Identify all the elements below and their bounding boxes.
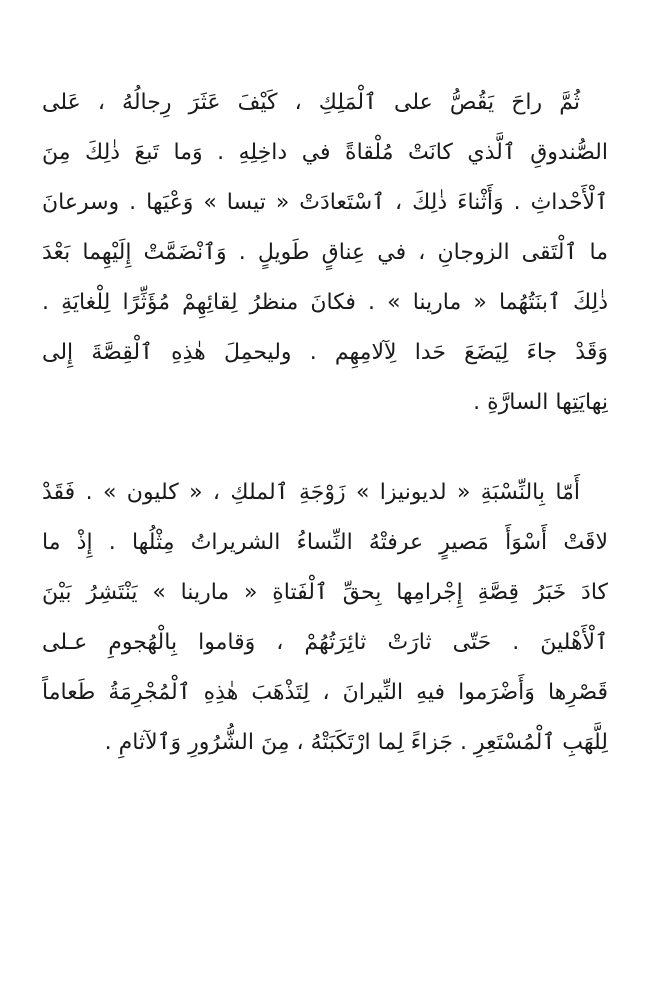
paragraph-2 [42,468,608,768]
paragraph-line: ما ٱلْتَقى الزوجانِ ، في عِناقٍ طَويلٍ . وَٱنْضَمَّتْ إِلَيْهِما بَعْدَ [42,240,608,265]
paragraph-line: ٱلْأَهْلينَ . حَتّى ثارَتْ ثائِرَتُهُمْ ، وَقاموا بِالْهُجومِ عـلى [42,630,608,655]
paragraph-line: لِلَّهَبِ ٱلْمُسْتَعِرِ . جَزاءً لِما ارْتَكَبَتْهُ ، مِنَ الشُّرُورِ وَٱلآثامِ . [104,730,608,755]
paragraph-line: أَمّا بِالنِّسْبَةِ « لديونيزا » زَوْجَةِ ٱلملكِ ، « كليون » . فَقَدْ [42,480,580,505]
paragraph-1 [42,78,608,428]
paragraph-line: وَقَدْ جاءَ لِيَضَعَ حَدا لِآلامِهِم . وليحمِلَ هٰذِهِ ٱلْقِصَّةَ إِلى [42,340,608,365]
paragraph-line: ذٰلِكَ ٱبنَتُهُما « مارينا » . فكانَ منظرُ لِقائِهِمْ مُؤَثِّرًا لِلْغايَةِ . [42,290,608,315]
paragraph-line: لاقَتْ أَسْوَأَ مَصيرٍ عرفتْهُ النِّساءُ الشريراتُ مِثْلُها . إِذْ ما [42,530,608,555]
paragraph-line: الصُّندوقِ ٱلَّذي كانَتْ مُلْقاةً في داخِلِهِ . وَما تَبعَ ذٰلِكَ مِنَ [42,140,608,165]
paragraph-line: كادَ خَبَرُ قِصَّةِ إِجْرامِها بِحقِّ ٱلْفَتاةِ « مارينا » يَنْتَشِرُ بَيْنَ [42,580,608,605]
paragraph-line: قَصْرِها وَأَضْرَموا فيهِ النِّيرانَ ، لِتَذْهَبَ هٰذِهِ ٱلْمُجْرِمَةُ طَعاماً [42,680,608,705]
paragraph-line: نِهايَتِها السارَّةِ . [473,390,608,415]
paragraph-line: ٱلْأَحْداثِ . وَأَثْناءَ ذٰلِكَ ، ٱسْتَعادَتْ « تيسا » وَعْيَها . وسرعانَ [42,190,608,215]
paragraph-line: ثُمَّ راحَ يَقُصُّ على ٱلْمَلِكِ ، كَيْفَ عَثَرَ رِجالُهُ ، عَلى [42,90,580,115]
